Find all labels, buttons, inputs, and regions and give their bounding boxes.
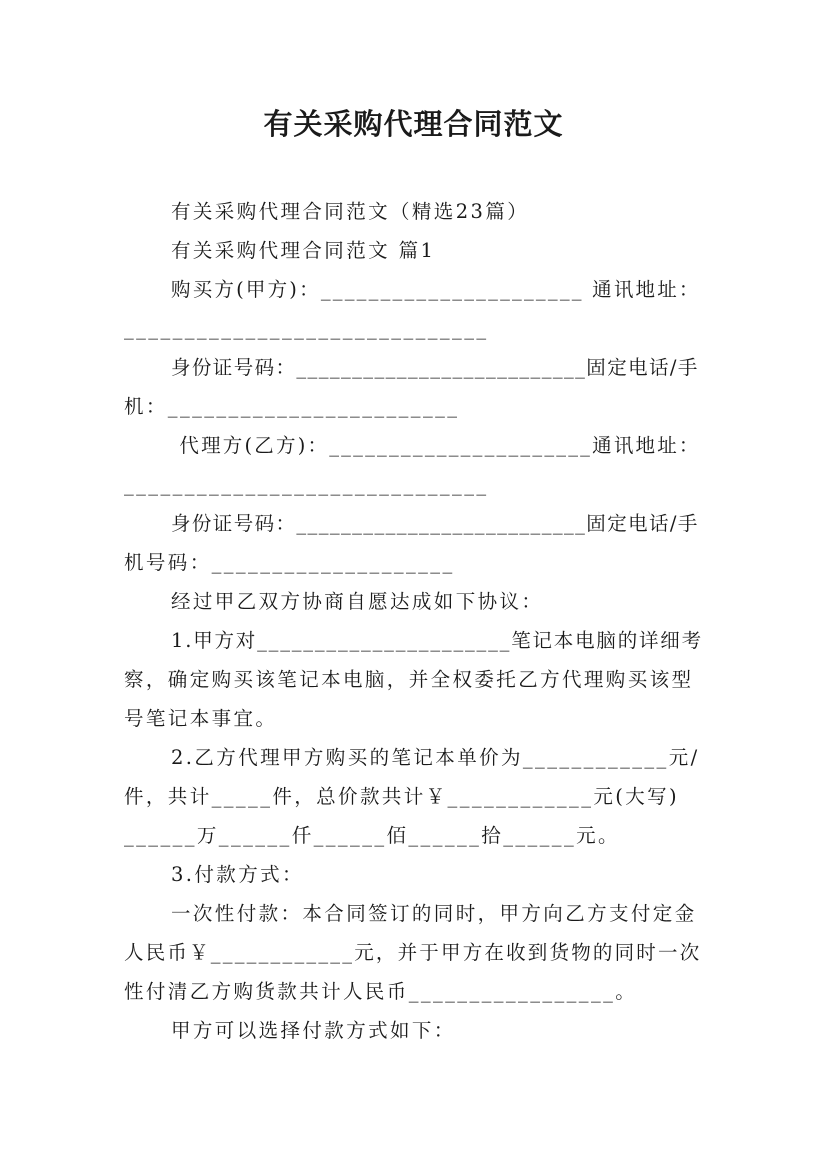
paragraph-line: 察，确定购买该笔记本电脑，并全权委托乙方代理购买该型 (124, 668, 694, 691)
paragraph-line: 身份证号码：__________________________固定电话/手 (171, 512, 699, 535)
paragraph-line: 有关采购代理合同范文（精选23篇） (171, 200, 530, 223)
paragraph-line: ______________________________ (124, 473, 489, 496)
paragraph-line: 件，共计_____件，总价款共计￥____________元(大写) (124, 785, 680, 808)
paragraph-line: ______万______仟______佰______拾______元。 (124, 824, 620, 847)
paragraph-line: 甲方可以选择付款方式如下： (171, 1019, 456, 1042)
paragraph-line: 有关采购代理合同范文 篇1 (171, 239, 436, 262)
paragraph-line: 3.付款方式： (171, 863, 304, 886)
paragraph-line: ______________________________ (124, 317, 489, 340)
paragraph-line: 购买方(甲方)：______________________ 通讯地址： (171, 278, 701, 301)
paragraph-line: 人民币￥____________元，并于甲方在收到货物的同时一次 (124, 941, 702, 964)
paragraph-line: 代理方(乙方)：______________________通讯地址： (171, 434, 701, 457)
paragraph-line: 机：________________________ (124, 395, 460, 418)
paragraph-line: 性付清乙方购货款共计人民币_________________。 (124, 980, 638, 1003)
paragraph-line: 2.乙方代理甲方购买的笔记本单价为____________元/ (171, 746, 700, 769)
paragraph-line: 1.甲方对______________________笔记本电脑的详细考 (171, 629, 703, 652)
paragraph-line: 机号码：____________________ (124, 551, 455, 574)
paragraph-line: 一次性付款：本合同签订的同时，甲方向乙方支付定金 (171, 902, 697, 925)
paragraph-line: 身份证号码：__________________________固定电话/手 (171, 356, 699, 379)
paragraph-line: 经过甲乙双方协商自愿达成如下协议： (171, 590, 544, 613)
paragraph-line: 号笔记本事宜。 (124, 707, 278, 730)
document-title: 有关采购代理合同范文 (263, 107, 564, 141)
